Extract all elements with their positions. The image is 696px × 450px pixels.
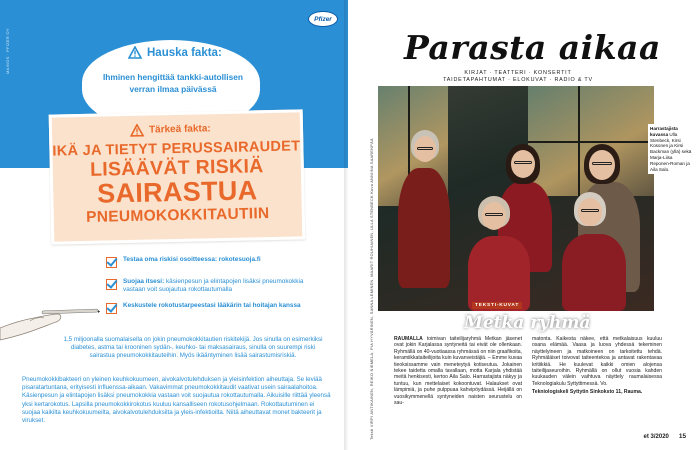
article-tag: TEKSTI-KUVAT: [472, 302, 522, 309]
intro-paragraph: 1,5 miljoonalla suomalaisella on jokin pneumokokkitautien riskitekijä. Jos sinulla on esimerkiksi diabetes, astma tai krooninen sydän-, keuhko- tai maksasairaus, sinulla on suurempi riski sairastua pneumokokkitauteihin. Myös ikääntyminen lisää sairastumisriskiä.: [63, 336, 323, 360]
body-paragraph: Pneumokokkibakteeri on yleinen keuhkokuumeen, aivokalvotulehduksen ja yleisinfektion aiheuttaja. Se leviää pisaratartuntana, erityisesti influenssa-aikaan. Vakavimmat pneumokokkitaudit vaativat usein sairaalahoitoa. Käsienpesun ja elintapojen lisäksi pneumokokkia vastaan voit suojautua rokottautumalla. Aikuisille riittää yleensä yksi kertarokotus. Lapsilla pneumokokkirokotus kuuluu kansalliseen rokotusohjelmaan. Rokottautuminen ei suojaa kaikilta keuhkokuumeilta, aivokalvotulehduksilta ja yleis-infektioilta. Niitä aiheuttavat monet bakteerit ja virukset.: [22, 376, 331, 425]
article-column-1: [394, 336, 522, 406]
fact-card-heading: [130, 122, 211, 137]
checkbox-checked-icon: [106, 279, 117, 290]
checkbox-checked-icon: [106, 257, 117, 268]
photo-caption-text: Ulla Stenbeck, Kirsi Kosonen ja Kirsi Backman (yllä) sekä Marja-Liisa Reponen-Roman ja Aila Salo.: [650, 131, 692, 172]
page-number: 15: [678, 433, 686, 440]
article-credit: Tekniologiskeli Syttytin Sinkoksto 11, Rauma.: [532, 389, 643, 396]
article-column-1-text: toimivan taiteilijaryhmä Metkan jäsenet ovat jokin Karjalassa syntyneitä tai eivät ole ollenkaan. Ryhmällä on 40-vuotiaassa ryhmässä on niin graafikoita, keramiikkataiteilijoita kuin kuvanveistäjiä. – Emme kuvaa tieoksissamme vain meneteytyä kotiseutua. Jokainen tekee taidetta omalla tavallaan, motta Karjala yhdistää meitä henkisesti, kertoo Aila Salo. Harrastajista näkyy ja tuntuu, kun mettelaiset kokoontuvat. Halaukset ovat lämpimiä, ja puhe pulppuaa kahvipöydässä. Heijällä on vuosikymmenellä syntyneiden naisten seurustelu on sau-: [394, 336, 523, 407]
checklist-item: [106, 278, 323, 295]
section-subtitle-2: TAIDETAPAHTUMAT · ELOKUVAT · RADIO & TV: [443, 77, 593, 83]
warning-triangle-icon: [130, 124, 144, 137]
fact-line-2: LISÄÄVÄT RISKIÄ: [89, 155, 264, 181]
article-title: Metka ryhmä: [464, 313, 591, 333]
checklist-item-text: käsienpesun ja elintapojen lisäksi pneumokokkia vastaan voit suojautua rokottautumalla: [123, 278, 304, 294]
checklist-item-bold: Testaa oma riskisi osoitteessa: rokotesuoja.fi: [123, 256, 261, 263]
magazine-issue: et 3/2020: [643, 433, 669, 440]
group-photo: [378, 86, 654, 311]
photo-caption-bold: Harrastajista kuvassa: [650, 126, 678, 137]
checklist-item-bold: Suojaa itsesi:: [123, 278, 165, 285]
fact-line-1: IKÄ JA TIETYT PERUSSAIRAUDET: [52, 138, 301, 160]
fact-card-title: Tärkeä fakta:: [148, 123, 211, 136]
checklist-item-bold: Keskustele rokotustarpeestasi lääkärin tai hoitajan kanssa: [123, 302, 301, 309]
pfizer-logo-text: Pfizer: [314, 15, 332, 23]
checkbox-checked-icon: [106, 303, 117, 314]
article-lead-word: RAUMALLA: [394, 336, 423, 342]
window-frame: [528, 141, 654, 143]
right-page-article: [348, 0, 696, 450]
photo-caption: [648, 124, 694, 174]
section-title: Parasta aikaa: [404, 28, 661, 67]
vertical-credit-text: Teksti VIRPI ANTIKAINEN, REIKO NIEMELA, PIA HYVÄRINEN, SANNA LEMINEN, MAARIT ROUHIAINEN, ULLA STENBECK Kuva ANNIINA SAARENPÄÄ: [370, 138, 374, 440]
section-subtitle-1: KIRJAT · TEATTERI · KONSERTIT: [464, 70, 572, 76]
vertical-ad-label: [5, 14, 11, 74]
bubble-body: Ihminen hengittää tankki-autollisen verran ilmaa päivässä: [102, 72, 244, 94]
pfizer-logo: [308, 11, 338, 27]
article-column-2: [532, 336, 662, 396]
checklist-item: [106, 256, 323, 268]
fact-line-4: PNEUMOKOKKITAUTIIN: [85, 205, 270, 226]
fact-card: [49, 109, 306, 244]
article-column-2-text: matonta. Kaikesta näkee, että metkalaisuus kuuluu osana elämää. Vaasa ja luova yhdessä tekeminen näyttelyineen ja matkoineen on tarkoitettu tehdä. Ryhmäläiset toivovat taiteentekoa ja antavat rakentavaa kritiikkiä. He kuulevat kaikki omien alojensa taiteilijaseuroihin. Ryhmällä on ollut vuosia kahden kuukauden välein vaihtuva näyttely raumalaisessa Teknologiakulu Syttyttimessä. Vo.: [532, 336, 662, 387]
bubble-title: Hauska fakta:: [147, 46, 222, 59]
fact-line-3: SAIRASTUA: [96, 175, 258, 209]
bubble-heading: [128, 46, 222, 59]
page-footer: [644, 433, 686, 440]
warning-triangle-icon: [128, 46, 142, 59]
vertical-ad-label-text: MAINOS · PFIZER OY: [5, 28, 10, 74]
checklist-item: [106, 302, 323, 314]
